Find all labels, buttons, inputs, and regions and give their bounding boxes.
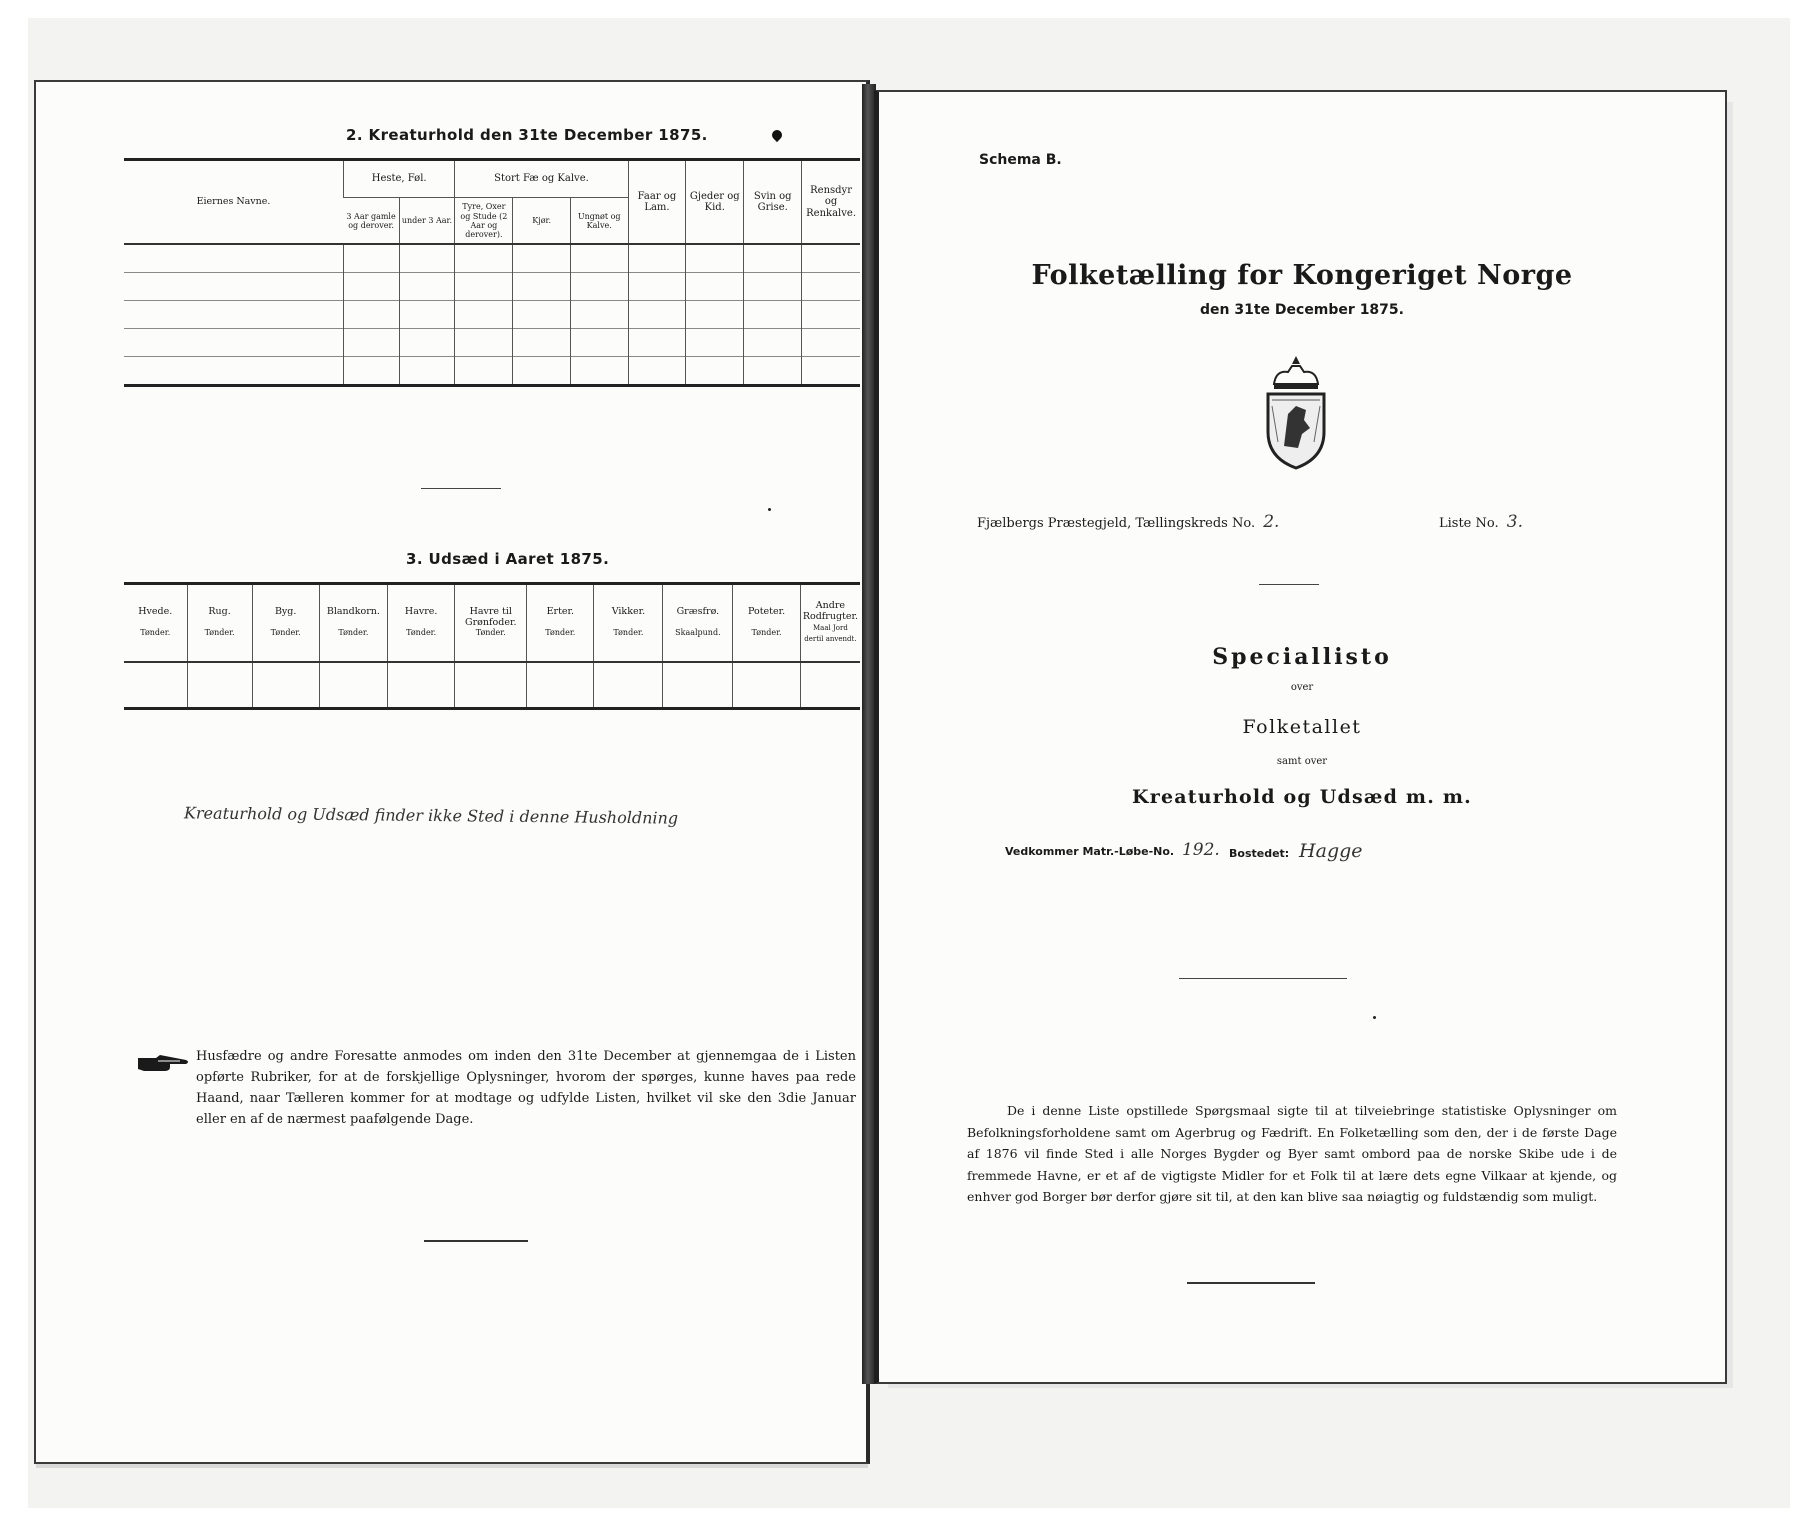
group-faar: Faar og Lam.	[628, 160, 686, 245]
sub-tyre: Tyre, Oxer og Stude (2 Aar og derover).	[455, 198, 513, 244]
table-row	[124, 329, 860, 357]
ink-blot	[770, 128, 784, 142]
liste-line: Liste No. 3.	[1439, 512, 1523, 532]
group-heste: Heste, Føl.	[344, 160, 455, 198]
divider	[421, 488, 501, 489]
table-row	[124, 357, 860, 386]
table-row	[124, 301, 860, 329]
table-row	[124, 662, 860, 709]
seed-havre-gronfoder: Havre til Grønfoder. Tønder.	[455, 584, 527, 663]
sub-kjor: Kjør.	[513, 198, 570, 244]
group-rensdyr: Rensdyr og Renkalve.	[802, 160, 860, 245]
kreaturhold-line: Kreaturhold og Udsæd m. m.	[1132, 786, 1472, 808]
samt-over-label: samt over	[1276, 756, 1328, 767]
group-svin: Svin og Grise.	[744, 160, 802, 245]
table-row	[124, 244, 860, 273]
bosted-line: Bostedet: Hagge	[1229, 840, 1363, 862]
seed-graesfro: Græsfrø. Skaalpund.	[663, 584, 733, 663]
pointing-hand-icon	[136, 1052, 190, 1074]
info-paragraph: De i denne Liste opstillede Spørgsmaal sigte til at tilveiebringe statistiske Oplysninger om Befolkningsforholdene samt om Agerbrug og Fædrift. En Folketælling som den, der i de første Dage af 1876 vil finde Sted i alle Norges Bygder og Byer samt ombord paa de norske Skibe ude i de fremmede Havne, er et af de vigtigste Midler for et Folk til at lære dets egne Vilkaar at kjende, og enhver god Borger bør derfor gjøre sit til, at den kan blive saa nøiagtig og fuldstændig som muligt.	[967, 1103, 1617, 1204]
bosted-value: Hagge	[1299, 840, 1363, 862]
speck	[768, 508, 771, 511]
parish-line: Fjælbergs Præstegjeld, Tællingskreds No. 2.	[977, 512, 1280, 532]
seed-erter: Erter. Tønder.	[527, 584, 594, 663]
seed-rug: Rug. Tønder.	[187, 584, 252, 663]
schema-label: Schema B.	[979, 152, 1062, 168]
seed-vikker: Vikker. Tønder.	[594, 584, 663, 663]
coat-of-arms-icon	[1254, 354, 1338, 472]
divider	[424, 1240, 528, 1242]
main-title: Folketælling for Kongeriget Norge	[1031, 260, 1573, 291]
table-row	[124, 273, 860, 301]
group-gjeder: Gjeder og Kid.	[686, 160, 744, 245]
seed-poteter: Poteter. Tønder.	[733, 584, 801, 663]
seed-blandkorn: Blandkorn. Tønder.	[319, 584, 387, 663]
over-label: over	[1290, 682, 1314, 693]
special-title: Speciallisto	[1212, 644, 1392, 670]
seed-hvede: Hvede. Tønder.	[124, 584, 187, 663]
seed-byg: Byg. Tønder.	[252, 584, 319, 663]
seed-andre: Andre Rodfrugter. Maal Jord dertil anvendt.	[800, 584, 860, 663]
section3-title: 3. Udsæd i Aaret 1875.	[406, 550, 610, 568]
sub-heste-young: under 3 Aar.	[399, 198, 455, 244]
seed-table	[124, 582, 860, 710]
sub-ungnot: Ungnøt og Kalve.	[570, 198, 628, 244]
notice-paragraph: Husfædre og andre Foresatte anmodes om inden den 31te December at gjennemgaa de i Listen opførte Rubriker, for at de forskjellige Oplysninger, hvorom der spørges, kunne haves paa rede Haand, naar Tælleren kommer for at modtage og udfylde Listen, hvilket vil ske den 3die Januar eller en af de nærmest paafølgende Dage.	[196, 1049, 856, 1127]
group-stort-fae: Stort Fæ og Kalve.	[455, 160, 628, 198]
owner-header: Eiernes Navne.	[124, 160, 344, 245]
folketallet-label: Folketallet	[1242, 716, 1362, 738]
speck	[1373, 1016, 1376, 1019]
divider	[1179, 978, 1347, 979]
liste-value: 3.	[1506, 512, 1523, 532]
matr-value: 192.	[1181, 840, 1220, 860]
divider	[1259, 584, 1319, 585]
subtitle: den 31te December 1875.	[1200, 302, 1404, 318]
section2-title: 2. Kreaturhold den 31te December 1875.	[346, 126, 708, 144]
divider	[1187, 1282, 1315, 1284]
matr-line: Vedkommer Matr.-Løbe-No. 192.	[1005, 840, 1220, 860]
livestock-table	[124, 158, 860, 387]
left-page	[34, 80, 870, 1464]
seed-havre: Havre. Tønder.	[388, 584, 455, 663]
handwritten-note: Kreaturhold og Udsæd finder ikke Sted i denne Husholdning	[183, 803, 679, 828]
right-page	[874, 90, 1727, 1384]
sub-heste-old: 3 Aar gamle og derover.	[344, 198, 400, 244]
tellingskreds-value: 2.	[1263, 512, 1280, 532]
